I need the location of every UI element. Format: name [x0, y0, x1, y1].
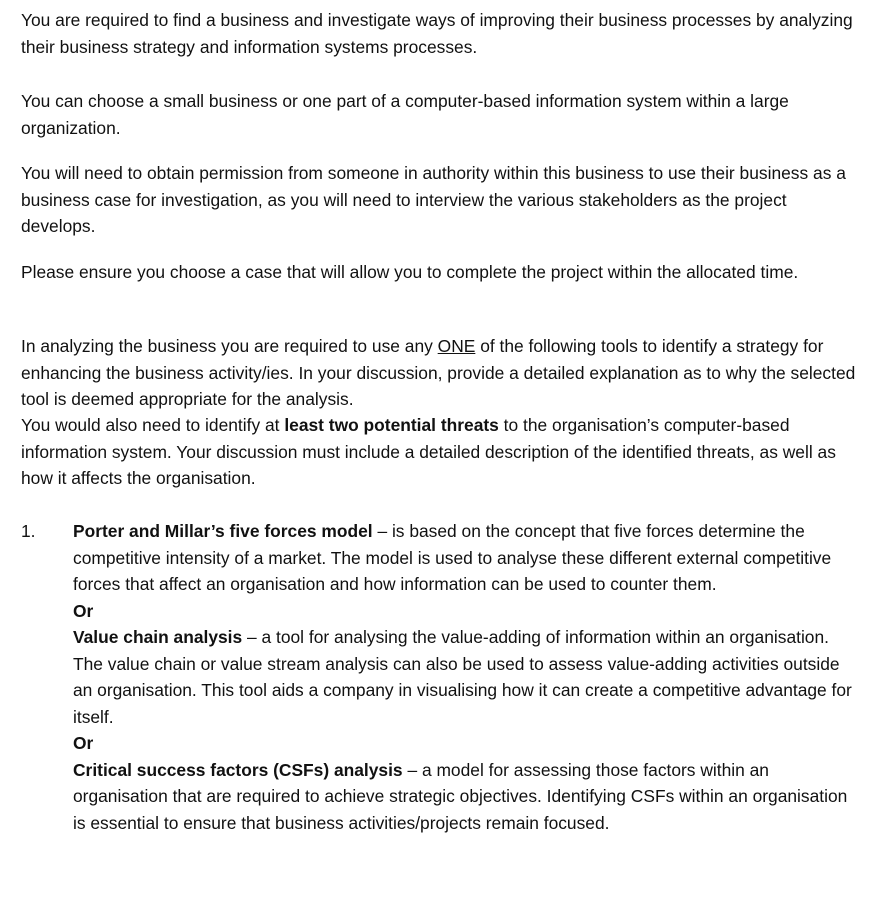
option-title: Value chain analysis [73, 627, 243, 647]
text-fragment: of the following tools to identify a strategy for enhancing the business activity/ies. In your discussion, provide a detailed explanation as to why the selected tool is deemed appropriate for the analysis. [21, 336, 856, 409]
paragraph-threats [21, 412, 861, 492]
paragraph-tools-requirement [21, 333, 861, 413]
paragraph-permission: You will need to obtain permission from someone in authority within this business to use their business as a business case for investigation, as you will need to interview the various stakeholders as the project develops. [21, 163, 846, 236]
paragraph-business-choice: You can choose a small business or one part of a computer-based information system within a large organization. [21, 91, 789, 138]
list-number: 1. [21, 521, 36, 541]
option-value-chain [73, 624, 863, 730]
paragraph-task-intro: You are required to find a business and investigate ways of improving their business processes by analyzing their business strategy and information systems processes. [21, 10, 853, 57]
option-description: – is based on the concept that five forces determine the competitive intensity of a market. The model is used to analyse these different external competitive forces that affect an organisation and how information can be used to counter them. [73, 521, 832, 594]
text-fragment: to the organisation’s computer-based information system. Your discussion must include a detailed description of the identified threats, as well as how it affects the organisation. [21, 415, 836, 488]
option-csf [73, 757, 863, 837]
separator-or: Or [73, 733, 94, 753]
tool-options-list [73, 518, 863, 836]
separator-or: Or [73, 600, 94, 621]
option-title: Porter and Millar’s five forces model [73, 521, 373, 541]
option-title: Critical success factors (CSFs) analysis [73, 759, 403, 780]
option-description: – a model for assessing those factors within an organisation that are required to achieve strategic objectives. Identifying CSFs within an organisation is essential to ensure that business activities/projects remain focused. [73, 759, 848, 833]
emphasis-threats: least two potential threats [284, 415, 499, 435]
emphasis-one: ONE [437, 336, 476, 356]
paragraph-time-note: Please ensure you choose a case that will allow you to complete the project within the allocated time. [21, 262, 799, 282]
option-porter [73, 518, 863, 598]
text-fragment: You would also need to identify at [21, 415, 285, 435]
option-description: – a tool for analysing the value-adding of information within an organisation. The value chain or value stream analysis can also be used to assess value-adding activities outside an organisation. This tool aids a company in visualising how it can create a competitive advantage for itself. [73, 627, 852, 727]
text-fragment: In analyzing the business you are required to use any [21, 336, 438, 356]
